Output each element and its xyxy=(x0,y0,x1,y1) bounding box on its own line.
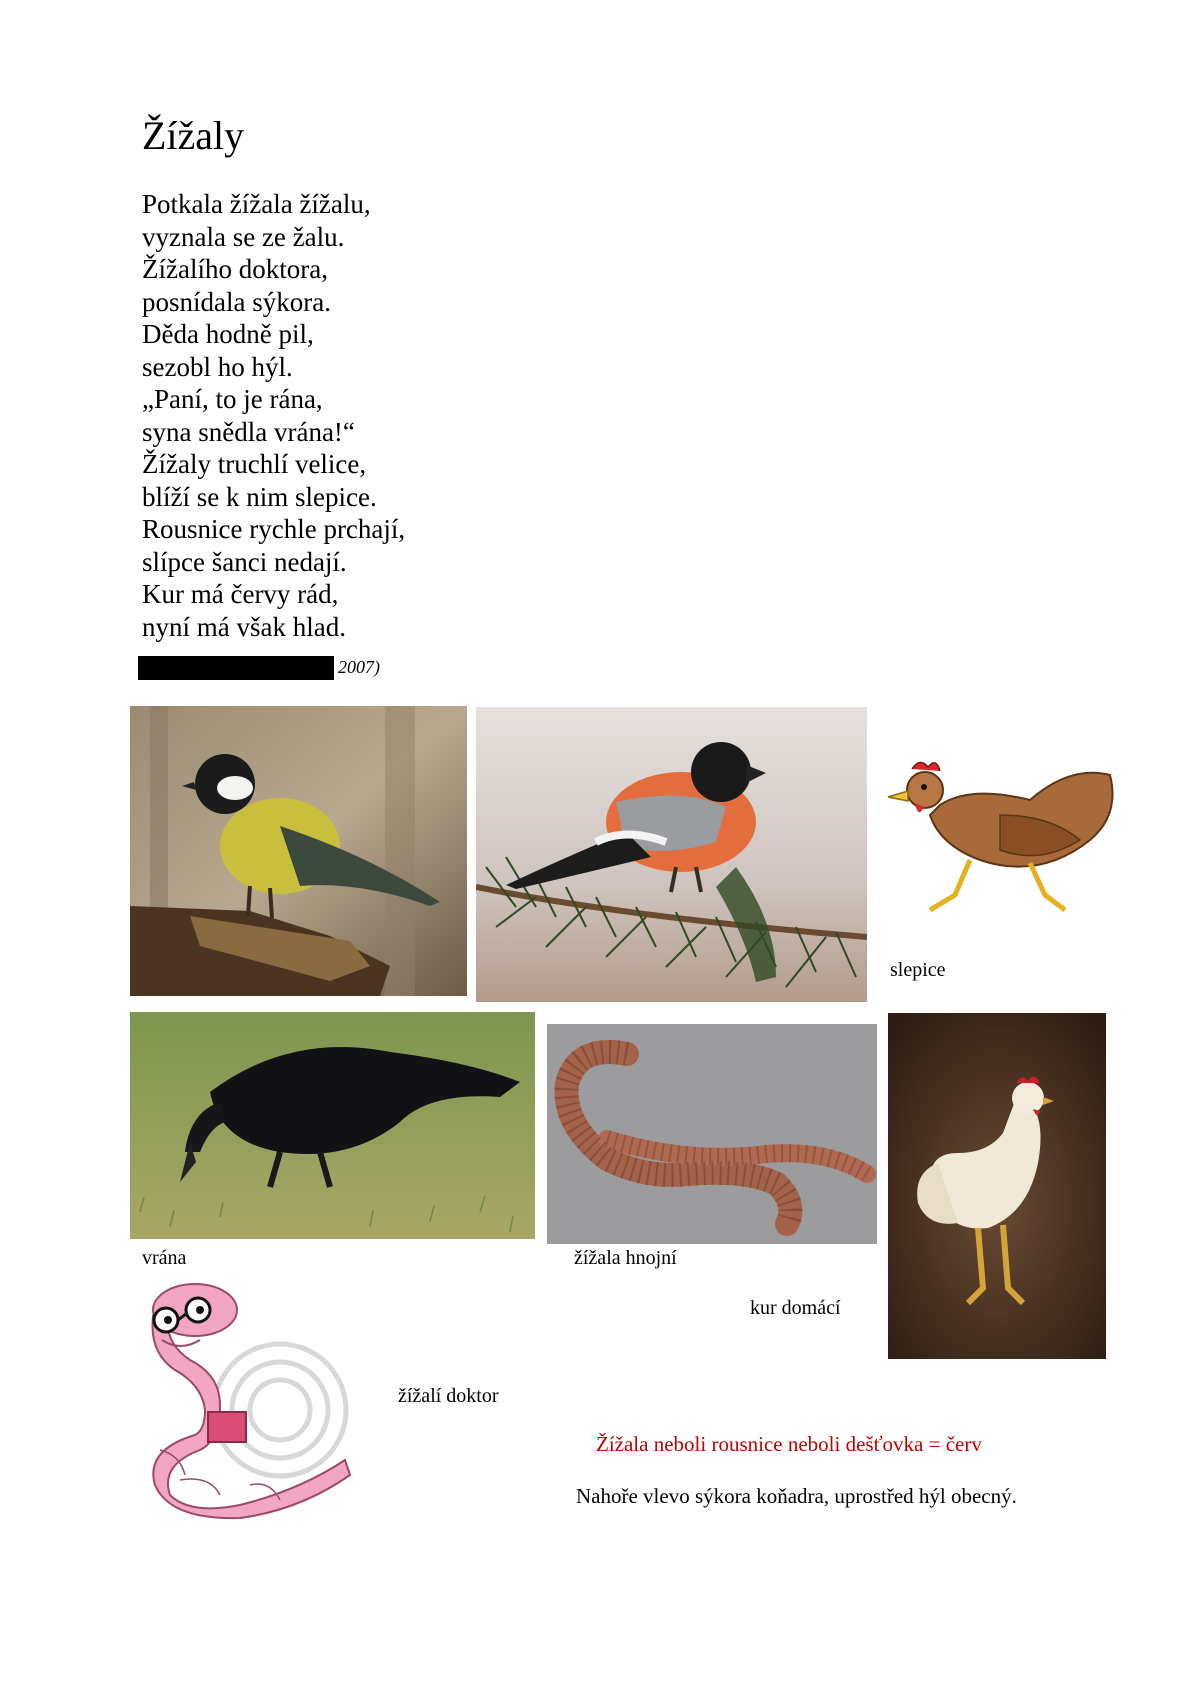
caption-kur-domaci: kur domácí xyxy=(750,1297,841,1319)
poem-line: syna snědla vrána!“ xyxy=(142,416,355,447)
poem-line: Děda hodně pil, xyxy=(142,319,314,349)
poem-line: vyznala se ze žalu. xyxy=(142,221,345,252)
poem-line: Žížalího doktora, xyxy=(142,254,328,284)
crow-photo xyxy=(130,1012,535,1239)
poem-line: Kur má červy rád, xyxy=(142,579,339,609)
domestic-hen-photo xyxy=(888,1013,1106,1359)
worm-doctor-cartoon xyxy=(140,1280,370,1520)
caption-vrana: vrána xyxy=(142,1247,187,1269)
caption-slepice: slepice xyxy=(890,959,946,981)
caption-zizala-hnojni: žížala hnojní xyxy=(574,1247,677,1269)
poem-line: slípce šanci nedají. xyxy=(142,546,347,577)
poem xyxy=(142,188,405,643)
caption-zizali-doktor: žížalí doktor xyxy=(398,1385,499,1407)
poem-line: sezobl ho hýl. xyxy=(142,351,293,382)
great-tit-photo xyxy=(130,706,467,996)
redacted-author xyxy=(138,656,334,680)
hen-cartoon xyxy=(880,745,1126,935)
poem-line: posnídala sýkora. xyxy=(142,286,331,317)
note-red: Žížala neboli rousnice neboli dešťovka = červ xyxy=(596,1432,982,1456)
page-title: Žížaly xyxy=(142,113,245,158)
poem-line: nyní má však hlad. xyxy=(142,611,346,642)
poem-line: Žížaly truchlí velice, xyxy=(142,449,367,479)
poem-line: Rousnice rychle prchají, xyxy=(142,514,406,544)
poem-line: Potkala žížala žížalu, xyxy=(142,189,371,219)
note-black: Nahoře vlevo sýkora koňadra, uprostřed hýl obecný. xyxy=(576,1484,1017,1508)
bullfinch-photo xyxy=(476,707,867,1002)
poem-line: „Paní, to je rána, xyxy=(142,384,323,414)
earthworm-photo xyxy=(547,1024,877,1244)
author-year: 2007) xyxy=(338,657,380,677)
poem-line: blíží se k nim slepice. xyxy=(142,481,377,512)
